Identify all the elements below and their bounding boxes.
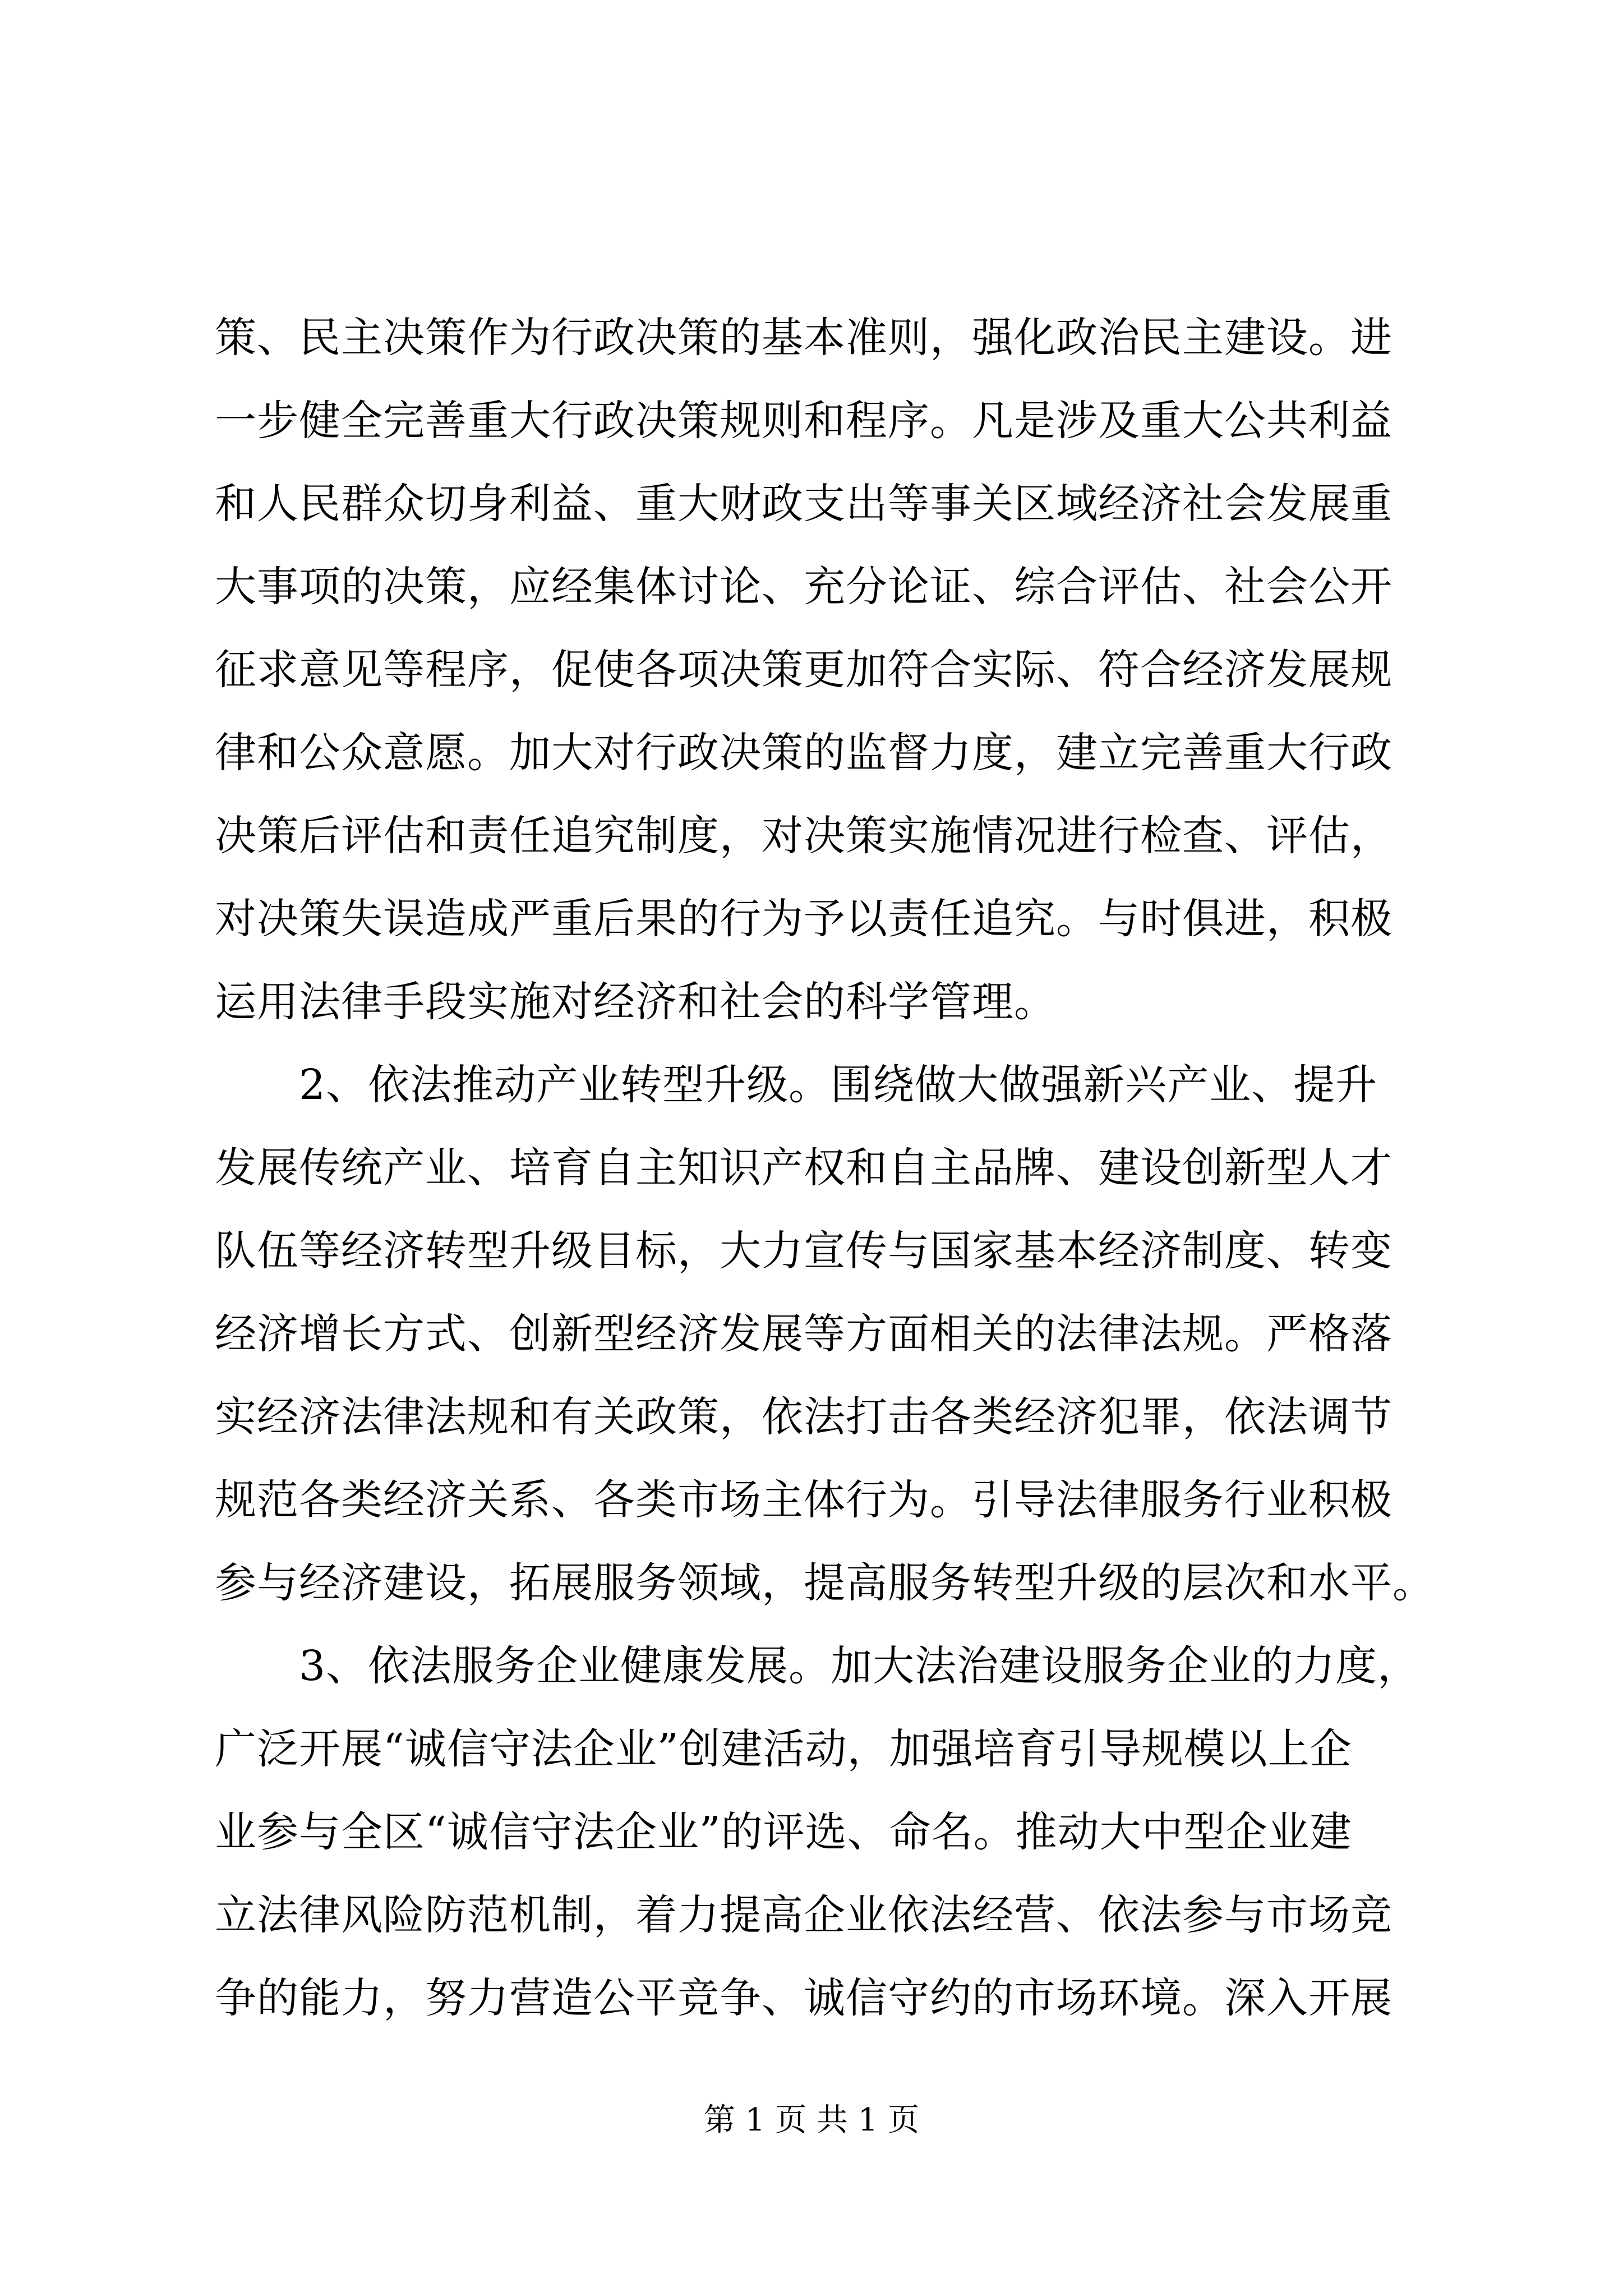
text-line: 争的能力，努力营造公平竞争、诚信守约的市场环境。深入开展 xyxy=(215,1974,1393,2022)
text-line: 经济增长方式、创新型经济发展等方面相关的法律法规。严格落 xyxy=(215,1310,1393,1358)
text-line: 一步健全完善重大行政决策规则和程序。凡是涉及重大公共利益 xyxy=(215,397,1393,445)
text-line: 策、民主决策作为行政决策的基本准则，强化政治民主建设。进 xyxy=(215,314,1393,362)
text-line: 实经济法律法规和有关政策，依法打击各类经济犯罪，依法调节 xyxy=(215,1393,1393,1441)
text-line: 队伍等经济转型升级目标，大力宣传与国家基本经济制度、转变 xyxy=(215,1227,1393,1275)
body-text xyxy=(215,296,1435,2040)
text-line: 大事项的决策，应经集体讨论、充分论证、综合评估、社会公开 xyxy=(215,563,1393,611)
text-line: 决策后评估和责任追究制度，对决策实施情况进行检查、评估， xyxy=(215,812,1393,860)
text-line: 广泛开展“诚信守法企业”创建活动，加强培育引导规模以上企 xyxy=(215,1725,1352,1773)
text-line: 对决策失误造成严重后果的行为予以责任追究。与时俱进，积极 xyxy=(215,895,1393,943)
page-footer: 第 1 页 共 1 页 xyxy=(703,2102,920,2138)
text-line: 立法律风险防范机制，着力提高企业依法经营、依法参与市场竞 xyxy=(215,1891,1393,1939)
text-line: 律和公众意愿。加大对行政决策的监督力度，建立完善重大行政 xyxy=(215,729,1393,777)
text-line: 规范各类经济关系、各类市场主体行为。引导法律服务行业积极 xyxy=(215,1476,1393,1524)
text-line: 征求意见等程序，促使各项决策更加符合实际、符合经济发展规 xyxy=(215,646,1393,694)
text-line: 业参与全区“诚信守法企业”的评选、命名。推动大中型企业建 xyxy=(215,1808,1352,1856)
text-line: 和人民群众切身利益、重大财政支出等事关区域经济社会发展重 xyxy=(215,480,1393,528)
text-line: 2、依法推动产业转型升级。围绕做大做强新兴产业、提升 xyxy=(215,1061,1378,1109)
text-line: 参与经济建设，拓展服务领域，提高服务转型升级的层次和水平。 xyxy=(215,1559,1435,1607)
text-line: 3、依法服务企业健康发展。加大法治建设服务企业的力度， xyxy=(215,1642,1420,1690)
text-line: 发展传统产业、培育自主知识产权和自主品牌、建设创新型人才 xyxy=(215,1144,1393,1192)
text-line: 运用法律手段实施对经济和社会的科学管理。 xyxy=(215,978,1056,1026)
